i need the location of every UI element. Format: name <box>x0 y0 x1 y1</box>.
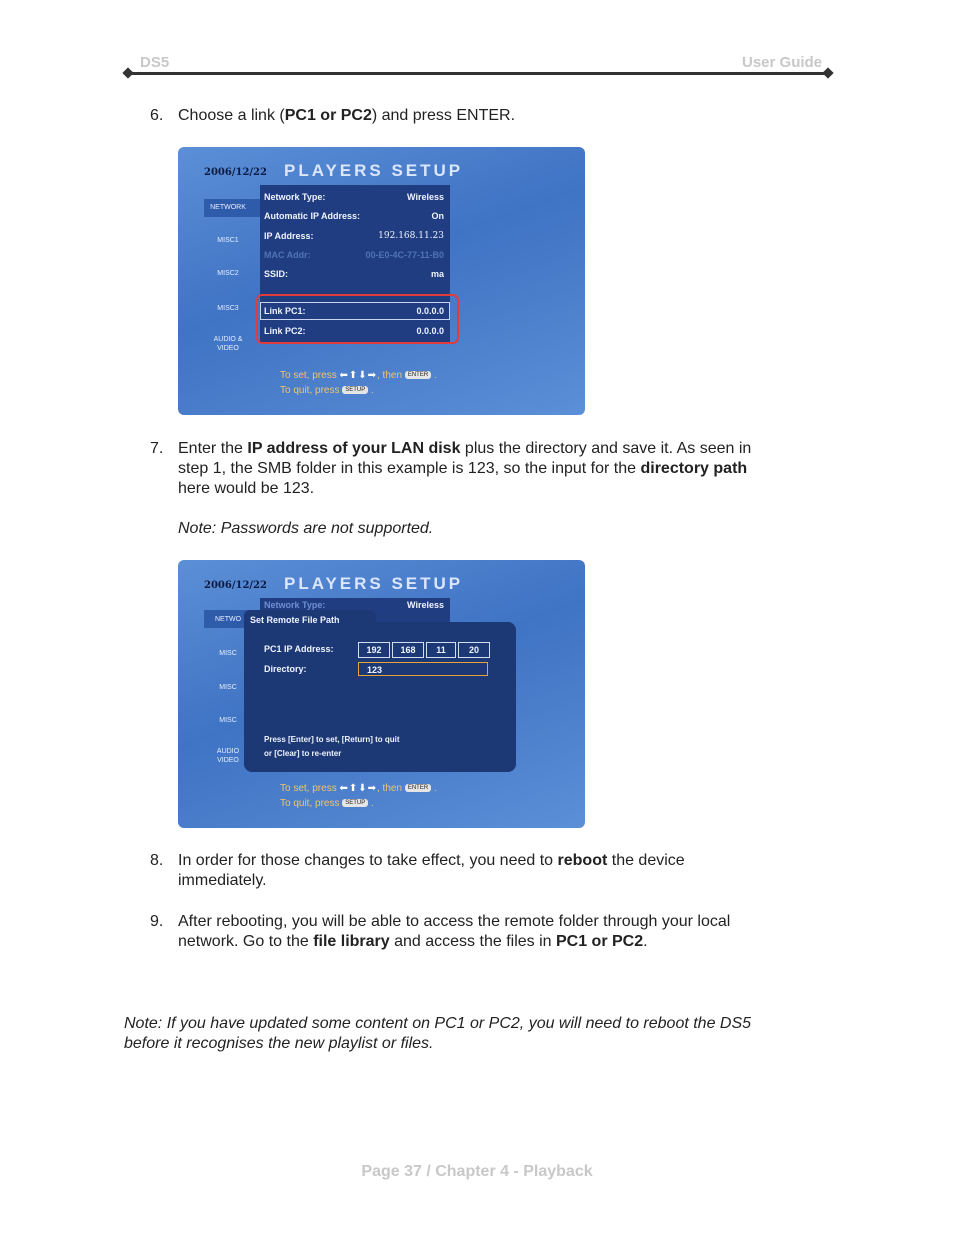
ip-octet-2[interactable]: 168 <box>392 642 424 658</box>
step-text: In order for those changes to take effect, you need to <box>178 852 558 869</box>
step-text: the device <box>607 852 685 869</box>
note-passwords: Note: Passwords are not supported. <box>178 520 434 537</box>
header-rule-left-diamond <box>122 67 133 78</box>
ip-octet-3[interactable]: 11 <box>426 642 456 658</box>
players-setup-screenshot-1 <box>178 147 585 415</box>
dialog-help-2: or [Clear] to re-enter <box>264 749 342 758</box>
step-text: plus the directory and save it. As seen in <box>460 440 752 457</box>
side-tab-misc1: MISC <box>219 650 237 657</box>
step-text: here would be 123. <box>178 480 315 497</box>
side-tab-audio: AUDIO <box>216 748 240 755</box>
row-mac-address: MAC Addr: 00-E0-4C-77-11-B0 <box>264 250 444 260</box>
dialog-title: Set Remote File Path <box>250 615 340 625</box>
row-auto-ip: Automatic IP Address: On <box>264 211 444 221</box>
hint-set: To set, press ⬅⬆⬇➡, then ENTER . <box>280 370 437 381</box>
step-text: and access the files in <box>389 933 556 950</box>
ip-address-label: PC1 IP Address: <box>264 644 334 654</box>
step-text: Enter the <box>178 440 248 457</box>
step-bold: IP address of your LAN disk <box>247 440 461 457</box>
header-doc-name: DS5 <box>140 54 170 71</box>
step-number: 6. <box>150 107 164 124</box>
hint-quit: To quit, press SETUP . <box>280 798 374 809</box>
row-network-type: Network Type: Wireless <box>264 192 444 202</box>
screen-title: PLAYERS SETUP <box>284 161 464 180</box>
enter-key-icon: ENTER <box>405 371 431 379</box>
screen-date: 2006/12/22 <box>204 580 267 591</box>
side-tab-network: NETWO <box>214 616 242 623</box>
step-text: step 1, the SMB folder in this example is 123, so the input for the <box>178 460 641 477</box>
header-rule <box>128 72 830 75</box>
step-8 <box>150 851 820 891</box>
row-ssid: SSID: ma <box>264 269 444 279</box>
side-tab-audio: AUDIO & <box>213 336 243 343</box>
step-bold: directory path <box>640 460 748 477</box>
step-text: Choose a link ( <box>178 107 285 124</box>
hint-set: To set, press ⬅⬆⬇➡, then ENTER . <box>280 783 437 794</box>
step-bold: PC1 or PC2 <box>284 107 372 124</box>
step-bold: file library <box>313 933 390 950</box>
step-number: 9. <box>150 913 164 930</box>
step-6 <box>150 106 820 126</box>
step-text: immediately. <box>178 872 267 889</box>
side-tab-video: VIDEO <box>217 345 239 352</box>
step-bold: reboot <box>557 852 608 869</box>
screen-date: 2006/12/22 <box>204 167 267 178</box>
step-text: ) and press ENTER. <box>371 107 516 124</box>
side-tab-misc1: MISC1 <box>217 237 239 244</box>
red-highlight-box <box>256 294 459 344</box>
row-link-pc1: Link PC1: 0.0.0.0 <box>264 306 444 316</box>
setup-key-icon: SETUP <box>342 386 368 394</box>
side-tab-misc2: MISC <box>219 684 237 691</box>
step-text: network. Go to the <box>178 933 314 950</box>
arrow-keys-icon: ⬅⬆⬇➡ <box>339 370 377 381</box>
step-number: 7. <box>150 440 164 457</box>
step-number: 8. <box>150 852 164 869</box>
step-7 <box>150 439 820 499</box>
ip-octet-1[interactable]: 192 <box>358 642 390 658</box>
note-reboot <box>124 1014 844 1054</box>
arrow-keys-icon: ⬅⬆⬇➡ <box>339 783 377 794</box>
step-text: . <box>643 933 648 950</box>
setup-key-icon: SETUP <box>342 799 368 807</box>
side-tab-network: NETWORK <box>210 204 246 211</box>
screen-title: PLAYERS SETUP <box>284 574 464 593</box>
enter-key-icon: ENTER <box>405 784 431 792</box>
side-tab-misc3: MISC <box>219 717 237 724</box>
side-tab-misc2: MISC2 <box>217 270 239 277</box>
note-line: before it recognises the new playlist or files. <box>124 1035 434 1052</box>
directory-field[interactable]: 123 <box>358 662 488 676</box>
step-9 <box>150 912 820 952</box>
header-rule-right-diamond <box>822 67 833 78</box>
note-line: Note: If you have updated some content on PC1 or PC2, you will need to reboot the DS5 <box>124 1015 752 1032</box>
hint-quit: To quit, press SETUP . <box>280 385 374 396</box>
directory-label: Directory: <box>264 664 307 674</box>
side-tab-video: VIDEO <box>217 757 239 764</box>
row-network-type: Network Type: Wireless <box>264 600 444 610</box>
dialog-help-1: Press [Enter] to set, [Return] to quit <box>264 735 400 744</box>
ip-octet-4[interactable]: 20 <box>458 642 490 658</box>
row-link-pc2: Link PC2: 0.0.0.0 <box>264 326 444 336</box>
side-tab-misc3: MISC3 <box>217 305 239 312</box>
step-bold: PC1 or PC2 <box>555 933 644 950</box>
page-footer: Page 37 / Chapter 4 - Playback <box>361 1163 593 1180</box>
header-doc-title: User Guide <box>742 54 823 71</box>
players-setup-screenshot-2 <box>178 560 585 828</box>
row-ip-address: IP Address: 192.168.11.23 <box>264 231 444 241</box>
step-text: After rebooting, you will be able to access the remote folder through your local <box>178 913 731 930</box>
